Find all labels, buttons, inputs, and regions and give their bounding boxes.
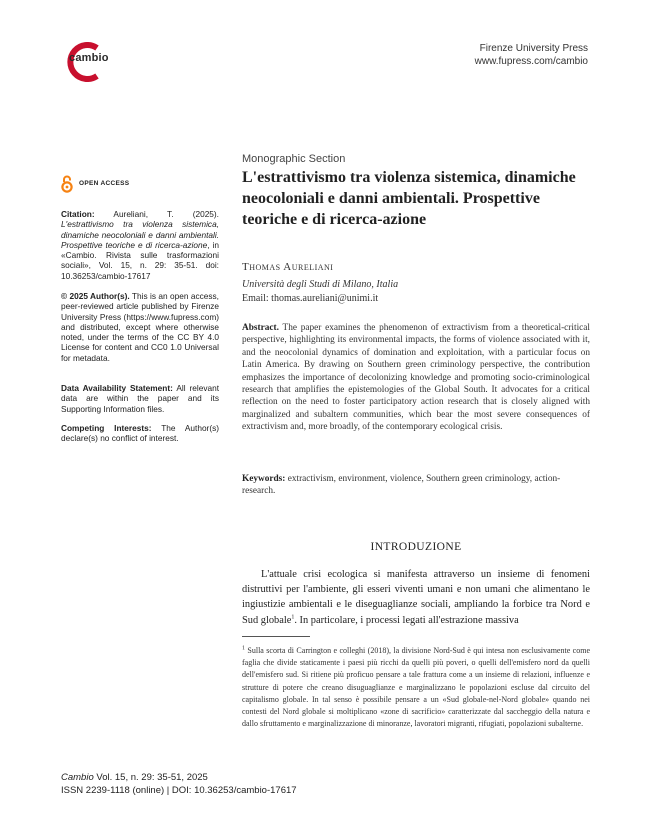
open-access-lock-icon bbox=[61, 175, 73, 193]
publisher-info bbox=[475, 42, 588, 68]
footer-journal-name: Cambio bbox=[61, 772, 94, 783]
body-text-part-2: . In particolare, i processi legati all'estrazione massiva bbox=[294, 614, 519, 626]
citation-label: Citation: bbox=[61, 209, 95, 219]
body-paragraph bbox=[242, 567, 590, 628]
publisher-url[interactable]: www.fupress.com/cambio bbox=[474, 56, 588, 67]
data-availability-block bbox=[61, 383, 219, 414]
publisher-name: Firenze University Press bbox=[479, 43, 588, 54]
footnote-text: Sulla scorta di Carrington e colleghi (2018), la divisione Nord-Sud è qui intesa non esclusivamente come faglia che divide staticamente i paesi più ricchi da quelli più poveri, o quelli dell'emisfero nord da quelli dell'emisfero sud. Si ritiene più proficuo pensare a tale frattura come a un insieme di relazioni, influenze e strutture di potere che creano disuguaglianze e marginalizzano le popolazioni escluse dal circuito del capitalismo globale. In tal senso è possibile pensare a un «Sud globale-nel-Nord globale» quando nei contesti del Nord globale si moltiplicano «zone di sacrificio» caratterizzate dal saccheggio della natura e dallo sfruttamento e marginalizzazione di minoranze, lavoratori migranti, rifugiati, popolazioni subalterne. bbox=[242, 646, 590, 729]
author-affiliation: Università degli Studi di Milano, Italia bbox=[242, 279, 399, 290]
keywords-label: Keywords: bbox=[242, 474, 286, 484]
copyright-block bbox=[61, 291, 219, 363]
citation-source[interactable]: , in «Cambio. Rivista sulle trasformazioni sociali», Vol. 15, n. 29: 35-51. doi: 10.36253/cambio-17617 bbox=[61, 239, 220, 281]
open-access-label: OPEN ACCESS bbox=[79, 180, 130, 187]
abstract bbox=[242, 322, 590, 434]
footnote bbox=[242, 645, 590, 730]
section-heading-introduction: INTRODUZIONE bbox=[370, 541, 462, 553]
author-email[interactable]: Email: thomas.aureliani@unimi.it bbox=[242, 293, 379, 304]
abstract-text: The paper examines the phenomenon of extractivism from a theoretical-critical perspective, highlighting its environmental impacts, the forms of violence associated with it, and the neocolonial dynamics of domination and exploitation, with a particular focus on Latin America. By drawing on Southern green criminology perspective, the contribution emphasizes the importance of decolonizing knowledge and promoting socio-criminological research that amplifies the epistemologies of the Global South. It advocates for a critical reflection on the need to foster participatory action research that is closely aligned with marginalized and subaltern communities, which bear the most severe consequences of extractivism and, more broadly, of the contemporary ecological crisis. bbox=[242, 323, 590, 433]
footer-citation bbox=[61, 772, 297, 785]
citation-block bbox=[61, 209, 219, 281]
footer-issn-doi: ISSN 2239-1118 (online) | DOI: 10.36253/cambio-17617 bbox=[61, 784, 297, 796]
data-availability-label: Data Availability Statement: bbox=[61, 383, 173, 393]
copyright-text: This is an open access, peer-reviewed article published by Firenze University Press (https://www.fupress.com) and distributed, except where otherwise noted, under the terms of the CC BY 4.0 License for content and CC0 1.0 Universal for metadata. bbox=[61, 291, 219, 363]
competing-interests-text: The Author(s) declare(s) no conflict of interest. bbox=[61, 423, 219, 444]
citation-title: L'estrattivismo tra violenza sistemica, dinamiche neocoloniali e danni ambientali. Prospettive teoriche e di ricerca-azione bbox=[61, 219, 219, 250]
keywords bbox=[242, 473, 590, 498]
data-availability-text: All relevant data are within the paper and its Supporting Information files. bbox=[61, 383, 219, 414]
abstract-label: Abstract. bbox=[242, 323, 279, 333]
page-footer bbox=[61, 772, 297, 797]
footer-volume: Vol. 15, n. 29: 35-51, 2025 bbox=[93, 772, 208, 783]
competing-interests-label: Competing Interests: bbox=[61, 423, 152, 433]
keywords-text: extractivism, environment, violence, Southern green criminology, action-research. bbox=[242, 474, 561, 497]
author-name: Thomas Aureliani bbox=[242, 261, 334, 273]
citation-authors: Aureliani, T. (2025). bbox=[113, 209, 219, 219]
body-text-part-1: L'attuale crisi ecologica si manifesta attraverso un insieme di fenomeni distruttivi per l'ambiente, gli esseri viventi umani e non umani che alimentano le ingiustizie ambientali e le diseguaglianze sociali, ampliando la forbice tra Nord e Sud globale bbox=[242, 569, 590, 626]
article-title: L'estrattivismo tra violenza sistemica, dinamiche neocoloniali e danni ambientali. Prospettive teoriche e di ricerca-azione bbox=[242, 169, 576, 228]
logo-text: cambio bbox=[69, 52, 109, 64]
footnote-mark: 1 bbox=[242, 645, 245, 652]
footnote-divider bbox=[242, 636, 310, 637]
competing-interests-block bbox=[61, 423, 219, 444]
footnote-reference[interactable]: 1 bbox=[291, 614, 295, 621]
copyright-label: © 2025 Author(s). bbox=[61, 291, 130, 301]
section-label: Monographic Section bbox=[242, 153, 346, 165]
